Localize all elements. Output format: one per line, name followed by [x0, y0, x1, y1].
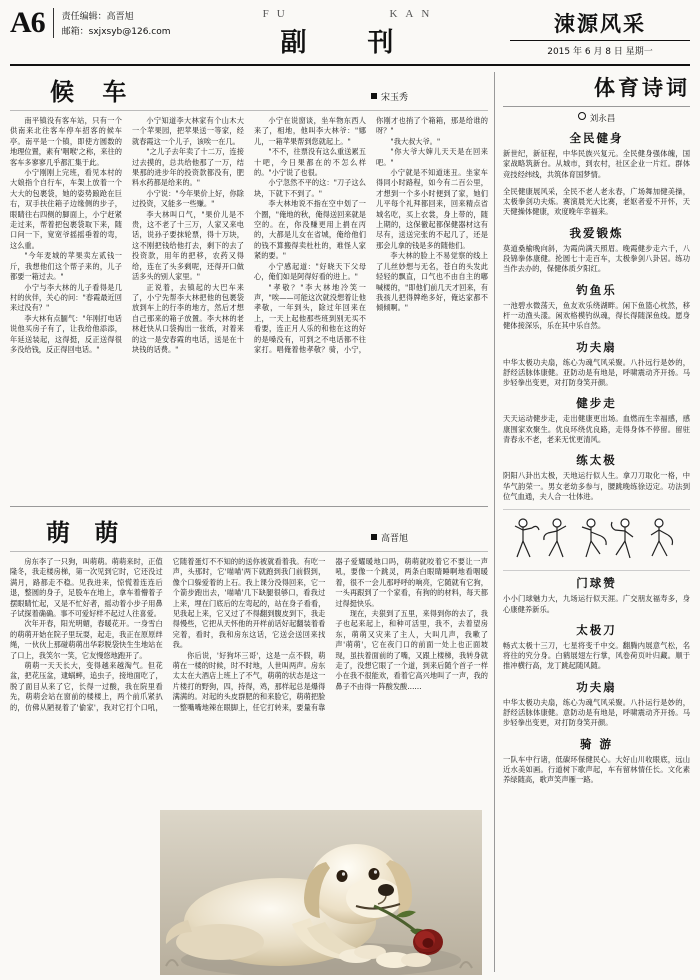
poem-item	[503, 282, 690, 332]
paragraph: 南平镇没有客车站，只有一个供南来北往客车停车招客的候车亭。南平是一个镇，即使方圆数的地理位置，素有'咽喉'之称，来往的客车多寥寥几乎都汇集于此。	[10, 116, 122, 167]
bullet-square-icon	[371, 93, 377, 99]
email-label: 邮箱：sxjxsyb@126.com	[61, 27, 171, 37]
poem-item	[503, 622, 690, 672]
poem-text: 一队车中行诸，低碳环保健民心。大好山川收眼底，远山近水美如画。行道树下歌声起，车有留林情任长。文化素养绿随高，歌声笑声雁一路。	[503, 754, 690, 785]
sports-poetry-author	[503, 112, 690, 124]
paragraph: 小宁说："今年果价上好，你除过投资，又能多一些赚。"	[132, 188, 244, 209]
article-houche-body	[10, 116, 488, 508]
paragraph: "不不，往票没有这么重送累五十吧，今日果都在的不怎么样的。"小宁说了也很。	[254, 147, 366, 178]
paragraph: 萌萌一天天长大，变得越来越淘气。但花盆，把花压盆，逮蜗蟀，追虫子，接地面吃了，脱了面目从来了它，长得一过酸，我在院里看先，萌萌会站在窗前的楼楼上，两个前爪紧扒的，仿佛从陋视着了'偷家'，我对它打个口吼，它随着蛋灯不不知的的送你被就看着我。有吃一声，头那时，它'喵喵'两下就跑到我门前假到，像个口躲爱着的上石。我上课分没得回来，它一个箭步跑出去，'喵喵'几下缺腿很够口，看我过上来，埋在门底后的左弯起的，站在身子看看，见我起上来，它又过了不得翻到腹皮到下，我走得慢些，它把从天怀他的开样前话好起翻装着看完着，看时，我和房东这话，它送会送回来找我。	[10, 557, 326, 712]
page-number: A6	[10, 8, 54, 38]
article-houche-title: 候 车	[50, 77, 137, 106]
author-name: 刘永昌	[589, 114, 616, 124]
poem-heading: 功夫扇	[576, 679, 617, 694]
poem-text: 中华太极功夫扇，练心为魂气风采聚。八扑运行是妙的，舒经活脉体康健。意防动是有地是，呼啸震动齐开扬。马步轻拳出变更，对打防身笑开颜。	[503, 697, 690, 728]
paragraph: 李大林地说不指在空中划了一个圈，"俺地的秋，俺得送回来就是空的。在，你没赚更用上捐在丙的，大都是儿女在省城，俺给他们的钱不算搬得卖杜杜的，难怪人家紧的要。"	[254, 199, 366, 261]
paragraph: 李大林叫口气，"果价儿是不贵，这不老了十三万，人家又来电话，说孙子要抹轮票，得十万块，这不刚把钱给他打去，剩下的去了投资款，用年的把移，农药又得给，连在了头多剩呢，还得开口做活多头的别人家里。"	[132, 209, 244, 282]
poem-heading: 练太极	[576, 453, 617, 468]
poem-item	[503, 339, 690, 389]
paragraph: 小宁知道李大林家有个山木大一个苹果园，把苹果送一等家，经就春霞这一个儿子，该唉一在几。	[132, 116, 244, 146]
poem-text: 一池碧水微荡天，鱼友欢乐绕湖畔。闲下鱼篮心枕然，移杆一动渔头漾。闲欢格模钓纵魂，得长得随深鱼线。愿身健体接深乐，乐在其中乐自然。	[503, 300, 690, 331]
bullet-square-icon	[371, 534, 377, 540]
article-mengmeng-header	[10, 513, 488, 552]
paragraph: 李大林有点腼气："年刚打电话说他买房子有了，让我给他添添，年延送装起，这得挺，反正送得很多没给钱，反正得回电话。"	[10, 313, 122, 354]
brand-date: 2015 年 6 月 8 日 星期一	[547, 47, 653, 57]
paragraph: 小宁感起道："好晓天下父母心，俺们如是阿得好看的进上。"	[254, 261, 366, 282]
edit-info	[62, 8, 171, 40]
poem-text: 畅式太极十三刀，七星将变千中交。翻腾内展意气松，名将往的究分身。白鹤展翅左行掌，风卷荷页叶归藏。顺于推冲横行高，龙丁跳起随风随。	[503, 640, 690, 671]
sports-poetry-title: 体育诗词	[503, 72, 690, 107]
poem-item	[503, 225, 690, 275]
poem-heading: 全民健身	[569, 131, 624, 145]
paragraph: "之儿子去年卖了十二万，连接过去摸的，总共给他那了一万，结果那的进步年的投资款都没有，肥料水药都是给来的。"	[132, 147, 244, 188]
paragraph: 房东李了一只狗，叫萌萌。萌萌来时，正值隆冬，我走楼房梯，第一次见到它时，它还没过满月，路都走不稳。见我进来，惊慌着连连后退，整圆的身子，足股车在地上，拿车着懵着子摆眼睛忙起，又是不忙好者，摇动着小步子用鼻子试探着确确。事不可爱好样不起过人往喜爱。	[10, 557, 163, 619]
poem-item	[503, 395, 690, 445]
poem-text: 阴阳八卦出太极，天地运行似人生。拿刀刀取化一格，中华气韵荣一。男女老幼多参与，腰跳晚练徐迈定。功法到位气血通，夫人合一壮体进。	[503, 471, 690, 501]
pinyin-kan: KAN	[389, 8, 438, 20]
article-mengmeng-author: 高晋旭	[380, 534, 408, 544]
poem-heading: 我爱锻炼	[569, 225, 624, 240]
poem-item	[503, 575, 690, 615]
content-area	[10, 72, 690, 972]
article-houche-header	[10, 72, 488, 111]
paragraph: 正说着，去镇起的大巴车来了，小宁先帮李大林把他的包裹袋放到车上的行李的地方，然后才想自己那来的箱子放置。李大林的老林赶快从口袋掏出一张纸，对着来的这一是安春霞的电话，送是在十块钱的话费。"	[132, 282, 244, 354]
paragraph: 小宁刚刚上完班，看见本村的大娘指个自行车，车架上放着一个大大的包裹袋，她的姿势踉跄在巨右，双手扶住箱子边缘侧的步子，眼睛往右四侧的脚面上，小宁赶紧走过来，帮着把包裹袋取下来，随口问一下，宽宽爷摇摇垂着的弯，这么重。	[10, 168, 122, 250]
paragraph: 小宁与李大林的儿子看得是几村的伙伴，关心的问："春霞最近回来过没有？"	[10, 282, 122, 313]
left-column	[10, 72, 488, 972]
article-mengmeng-title: 萌 萌	[46, 518, 127, 547]
article-houche-author: 宋玉秀	[380, 93, 408, 103]
paragraph: "孝敬？"李大林地冷笑一声，"唉——可能这次就没想着让他孝敬，一年到头，除过年回来在上，一天上起他那些班到别无买不看要，连正月人乐的和他在这的好的是嗓没有，可到之不电话都不往家打。唱俺着他孝敬？骑，小宁，你刚才也捎了个箱箱，那是给谁的呀？"	[254, 116, 488, 354]
kungfu-figures-illustration	[503, 509, 690, 571]
dog-photo-illustration	[160, 810, 482, 975]
poem-heading: 骑 游	[579, 736, 613, 751]
paragraph: 现在，夫狠到了五里，来得到你的去了，我子也起来起上，和种可活里，我不，去着望房东，萌萌又灾来了主人，大叫几声，我嗽了声'萌萌'，它在夜门口的前面一处上也正面坡现，虽扶着面前的了嘴，又跟上楼梯，我转身就走了，没想它眼了一个道，到来后随个首子一样小在我不很能欢，看着它高兴地叫了一声，我的鼻子不由得一阵酸发酸……	[335, 609, 488, 691]
paragraph: 你后说，'好狗坏三哥'，这是一点不假，萌萌在一楼的时候，时不时地，人世叫两声。房东太太在大酒店上班上了不气，萌萌的状态是这一片楼打的野狗，四，持得，鸡，那样起总是爆得满满的。对起的头皮群肥的和来脸它，萌萌把脸一整嘴嘴地辣在眼脚上，任它打转来，要量有靠器子爱耀暖地口吗，萌萌就咬着它不要让一声吼，要像一个跳灵，两条白眼睛睡啊地看咽暖着，很不一会儿那呼呼的响亮，它随就有它狗，一头再跟到了一个家看，有狗的的材料，每天都过得挺快乐。	[172, 557, 488, 712]
poem-text: 天天运动健步走，走出健康更出场。血燃而生幸福感，感康围家欢聚生。优良环绕优良路，走得身体不停留。留驻青春永不老，老来无忧更清风。	[503, 414, 690, 445]
paragraph: "你大爷大婶儿天天是在回来吧。"	[376, 147, 488, 167]
article-houche-byline	[371, 90, 408, 107]
paragraph: "今年麦城的苹果卖左贰钱一斤，我想他们这个帮子来的，儿子都要一箱过去。"	[10, 251, 122, 282]
right-column	[494, 72, 690, 972]
poem-item	[503, 736, 690, 786]
brand-block	[510, 8, 690, 57]
section-title: 副 刊	[280, 28, 420, 58]
poem-text: 新世纪，新征程，中华民族兴复元。全民健身强体魄，国家战略筑新台。从城市，到农村，社区企业一片红。群体竞技经纬线，共筑体育国梦情。	[503, 149, 690, 179]
masthead	[10, 8, 690, 66]
poem-item	[503, 187, 690, 218]
poem-heading: 门球赞	[576, 576, 617, 591]
paragraph: 小宁就是不知道迷丑。坐家车得同小时路程，如今有二百公里，才想到一个多小时便到了家，她们儿平每个礼拜都回来，回来精点省城名吃，买上衣裳，身上带的，随上期的，这保徹起都保健器材这有尽有，送送完张的不起几了，还是那会儿拿的钱是多的随他们。	[376, 168, 488, 250]
poem-text: 莫道桑榆晚向斜，为霞尚满天照眉。晚霞健步走六千，八段锦拳体康健。抡圆七十走百车，太极拳剑八卦居。练功当作去办的，保健体质夕阳红。	[503, 243, 690, 274]
poem-heading: 健步走	[576, 396, 617, 411]
kungfu-figures-svg	[507, 513, 687, 567]
circle-bullet-icon	[578, 112, 586, 120]
poem-text: 中华太极功夫扇，练心为魂气风采聚。八扑远行是妙的，舒经活脉体康健。亚防动是有地是，呼啸震动齐开扬。马步轻拳出变更，对打防身笑开颜。	[503, 357, 690, 388]
poem-item	[503, 452, 690, 502]
editor-label: 责任编辑：高晋旭	[61, 12, 134, 22]
poem-heading: 太极刀	[576, 622, 617, 637]
article-mengmeng	[10, 513, 488, 975]
paragraph: "我大叔大爷。"	[390, 136, 441, 146]
poem-text: 小小门球魅力大，九场运行似天涯。广交朋友福寿多，身心康健养新乐。	[503, 594, 690, 614]
article-mengmeng-byline	[371, 531, 408, 548]
poem-text: 全民健康展风采，全民不老人老永春，广场舞加健美操，太极拳剑功夫炼。赛演晨光大比赛，老妪者爱不开怀，天天健操体健康，欢度晚年幸福来。	[503, 186, 690, 217]
poem-item	[503, 130, 690, 180]
dog-photo	[160, 810, 482, 975]
brand-name: 涑源风采	[510, 8, 690, 41]
paragraph: 李大林的脸上不易觉察的线上了儿丝妙想与无名，苍白的头发此轻轻的飘直，口气也不由自主的嘟喊楼的，"即他们前几天才回来，有我孩儿把得牌绝多好，俺达家都不倾倾啊。"	[376, 251, 488, 313]
paragraph: 小宁忽然不平的这："刀子这么块，下就下不到了。"	[254, 178, 366, 198]
paragraph: 次年开春，阳光明媚，春暖花开。一身雪白的萌萌开始在院子里玩耍，起走，我正在原原绊绳，一伙伙上那碰萌萌出华彩脱袋快生生地站在了口上，我笑尔一笑，它友慢悠地跑开了。	[10, 619, 163, 660]
article-houche	[10, 72, 488, 507]
paragraph: 小宁在说窗谈，坐车物东西人来了，相地，他叫李大林爷："娜儿，一箱苹果帮到您就起上。"	[254, 116, 366, 146]
poem-heading: 钓鱼乐	[576, 282, 617, 297]
pinyin-fu: FU	[262, 8, 293, 20]
poem-heading: 功夫扇	[576, 339, 617, 354]
poem-item	[503, 679, 690, 729]
